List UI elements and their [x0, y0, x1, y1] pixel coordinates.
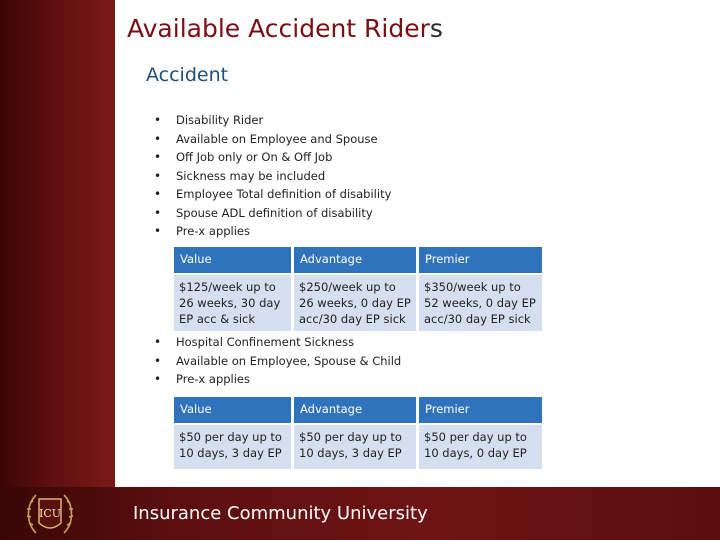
- title-tail: s: [429, 14, 443, 43]
- list-item: • Disability Rider: [154, 111, 391, 130]
- header-advantage: Advantage: [294, 247, 416, 273]
- logo-text: ICU: [38, 507, 62, 520]
- list-item: • Spouse ADL definition of disability: [154, 204, 391, 223]
- list-item: • Off Job only or On & Off Job: [154, 148, 391, 167]
- value-cell: $50 per day up to 10 days, 3 day EP: [174, 425, 291, 469]
- table-row: [174, 275, 542, 331]
- table-header-row: [174, 247, 542, 273]
- slide-title: [127, 14, 443, 43]
- header-value: Value: [174, 247, 291, 273]
- header-premier: Premier: [419, 397, 542, 423]
- list-item: • Hospital Confinement Sickness: [154, 333, 401, 352]
- advantage-cell: $250/week up to 26 weeks, 0 day EP acc/30 day EP sick: [294, 275, 416, 331]
- list-item: • Available on Employee and Spouse: [154, 130, 391, 149]
- icu-logo: [20, 487, 80, 540]
- list-item: • Sickness may be included: [154, 167, 391, 186]
- advantage-cell: $50 per day up to 10 days, 3 day EP: [294, 425, 416, 469]
- left-decorative-band: [0, 0, 115, 540]
- list-item: • Employee Total definition of disability: [154, 185, 391, 204]
- section-heading: Accident: [146, 64, 229, 86]
- list-item: • Available on Employee, Spouse & Child: [154, 352, 401, 371]
- footer-text: Insurance Community University: [133, 503, 428, 524]
- table-header-row: [174, 397, 542, 423]
- header-advantage: Advantage: [294, 397, 416, 423]
- premier-cell: $350/week up to 52 weeks, 0 day EP acc/30 day EP sick: [419, 275, 542, 331]
- value-cell: $125/week up to 26 weeks, 30 day EP acc & sick: [174, 275, 291, 331]
- title-main: Available Accident Rider: [127, 14, 430, 43]
- disability-plan-table: [171, 245, 545, 333]
- header-value: Value: [174, 397, 291, 423]
- hospital-confinement-list: [154, 333, 401, 389]
- premier-cell: $50 per day up to 10 days, 0 day EP: [419, 425, 542, 469]
- table-row: [174, 425, 542, 469]
- header-premier: Premier: [419, 247, 542, 273]
- disability-rider-list: [154, 111, 391, 241]
- list-item: • Pre-x applies: [154, 370, 401, 389]
- list-item: • Pre-x applies: [154, 222, 391, 241]
- hospital-plan-table: [171, 395, 545, 471]
